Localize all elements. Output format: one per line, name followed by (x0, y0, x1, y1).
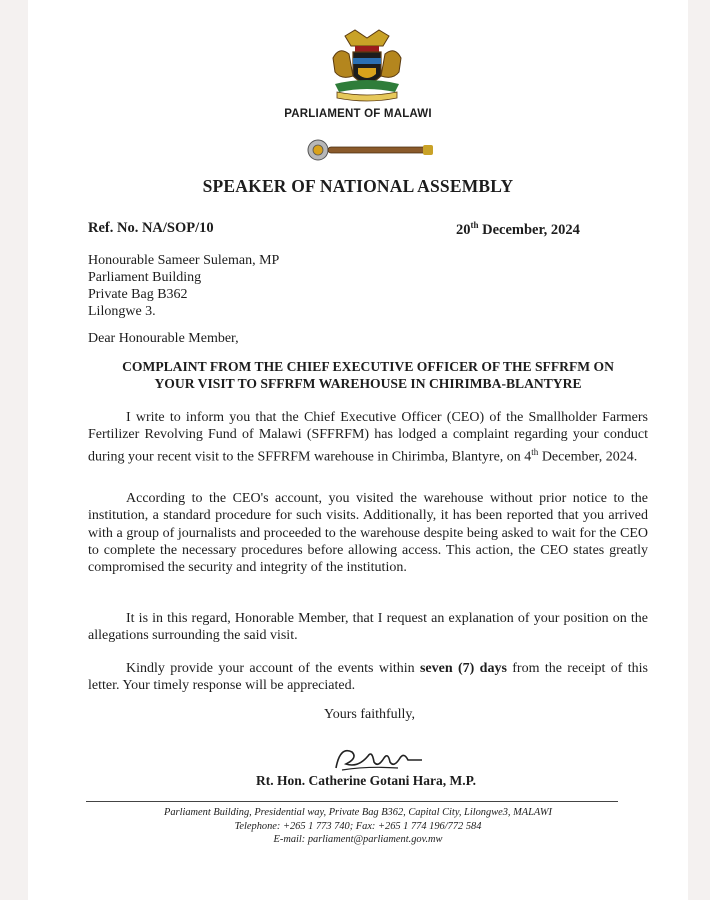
signatory-name: Rt. Hon. Catherine Gotani Hara, M.P. (256, 773, 476, 788)
salutation: Dear Honourable Member, (88, 331, 239, 346)
reference-number: Ref. No. NA/SOP/10 (88, 220, 214, 236)
paragraph-3: It is in this regard, Honorable Member, that I request an explanation of your position on the allegations surrounding the said visit. (88, 611, 648, 644)
address-line: Private Bag B362 (88, 287, 188, 302)
footer-contact (28, 806, 688, 847)
mace-emblem (298, 135, 438, 165)
recipient-address (88, 252, 279, 320)
footer-phone: Telephone: +265 1 773 740; Fax: +265 1 774 196/772 584 (234, 820, 482, 832)
footer-email: E-mail: parliament@parliament.gov.mw (273, 834, 443, 845)
office-title: SPEAKER OF NATIONAL ASSEMBLY (202, 176, 514, 196)
signature (328, 738, 428, 778)
address-line: Lilongwe 3. (88, 304, 156, 319)
subject-heading: COMPLAINT FROM THE CHIEF EXECUTIVE OFFICER OF THE SFFRFM ON YOUR VISIT TO SFFRFM WAREHOUSE IN CHIRIMBA-BLANTYRE (122, 359, 614, 391)
paragraph-2: According to the CEO's account, you visited the warehouse without prior notice to the institution, a standard procedure for such visits. Additionally, it has been reported that you arrived with a group of journalists and proceeded to the warehouse despite being asked to wait for the CEO to complete the necessary procedures before allowing access. This action, the CEO states greatly compromised the security and integrity of the institution. (88, 491, 648, 576)
coat-of-arms-emblem (325, 28, 409, 104)
footer-address: Parliament Building, Presidential way, Private Bag B362, Capital City, Lilongwe3, MALAWI (164, 807, 552, 818)
address-line: Honourable Sameer Suleman, MP (88, 253, 280, 268)
footer-divider (86, 801, 618, 802)
letter-page (28, 0, 688, 900)
paragraph-4: Kindly provide your account of the events within seven (7) days from the receipt of this letter. Your timely response will be appreciated. (88, 661, 648, 694)
address-line: Parliament Building (88, 270, 202, 285)
paragraph-1: I write to inform you that the Chief Executive Officer (CEO) of the Smallholder Farmers Fertilizer Revolving Fund of Malawi (SFFRFM) has lodged a complaint regarding your conduct during your recent visit to the SFFRFM warehouse in Chirimba, Blantyre, on 4th December, 2024. (88, 410, 648, 465)
institution-name: PARLIAMENT OF MALAWI (284, 108, 432, 120)
letter-date: 20th December, 2024 (456, 220, 580, 238)
closing: Yours faithfully, (324, 707, 416, 722)
